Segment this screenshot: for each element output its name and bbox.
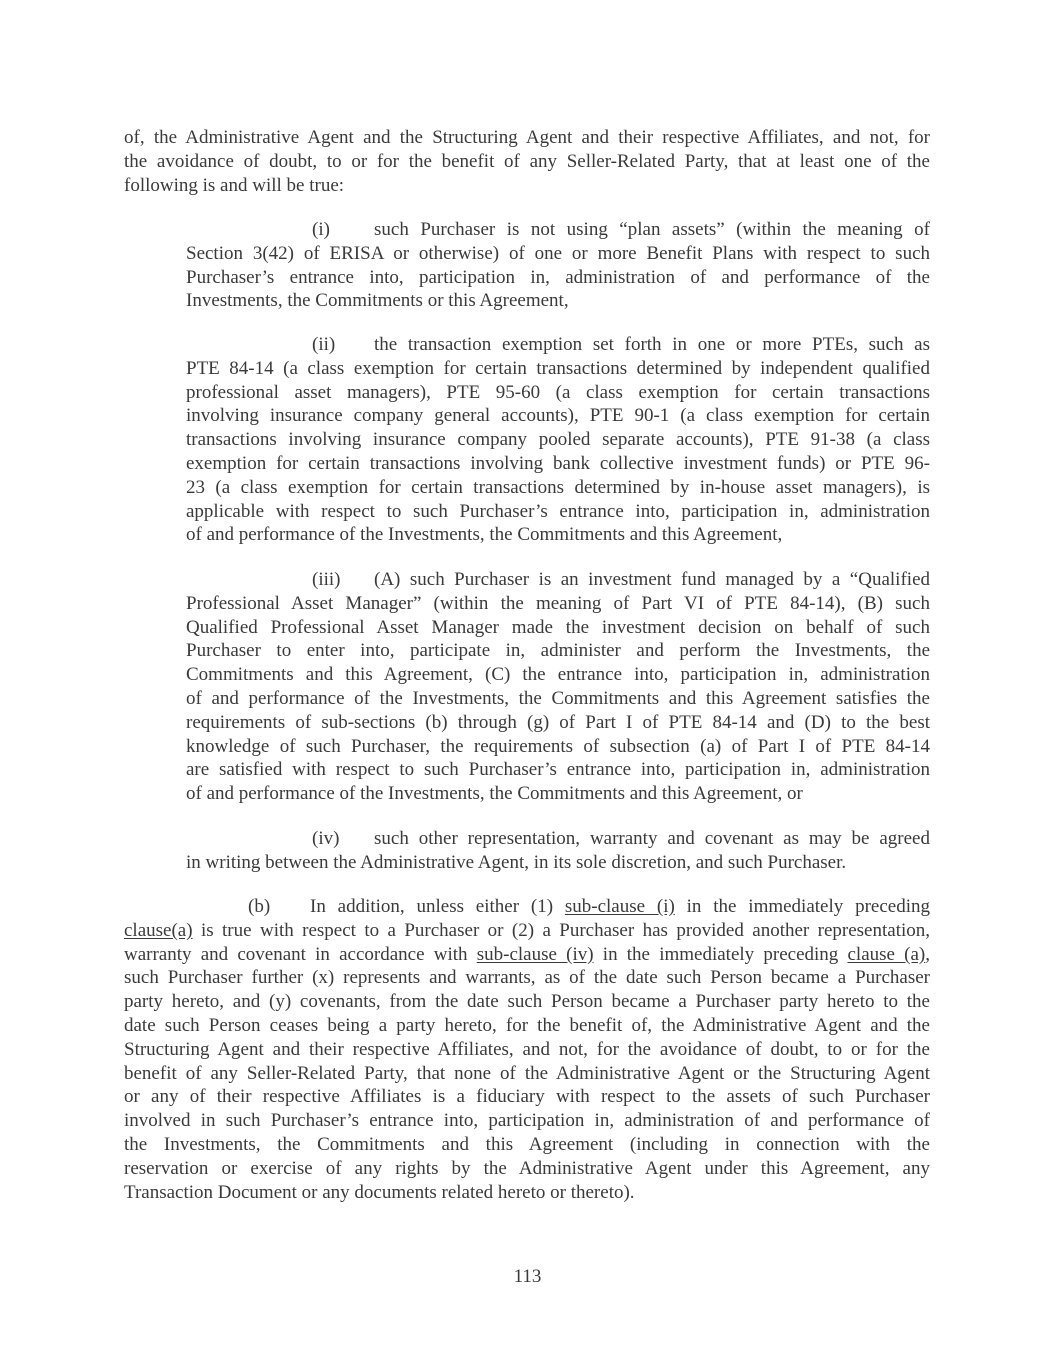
clause-text: warranty and covenant in accordance with [124,943,477,965]
clause-text: such other representation, warranty and covenant as may be agreed [374,828,930,849]
text-line: following is and will be true: [124,174,345,196]
text-line: are satisfied with respect to such Purchaser’s entrance into, participation in, administration [186,759,930,781]
text-line [186,827,930,851]
clause-i [186,218,930,313]
page-number: 113 [513,1266,542,1287]
clause-b [124,895,930,1204]
cross-reference-link[interactable]: clause(a) [124,919,193,941]
clause-text: in the immediately preceding [593,943,848,965]
text-line: benefit of any Seller-Related Party, that none of the Administrative Agent or the Structuring Agent [124,1062,930,1084]
text-line: date such Person ceases being a party hereto, for the benefit of, the Administrative Agent and the [124,1014,930,1036]
text-line [124,895,930,919]
clause-number: (i) [312,219,330,240]
cross-reference-link[interactable]: sub-clause (iv) [476,943,594,965]
text-line: Qualified Professional Asset Manager made the investment decision on behalf of such [186,616,930,638]
text-line: in writing between the Administrative Agent, in its sole discretion, and such Purchaser. [186,851,847,873]
cross-reference-link[interactable]: sub-clause (i) [564,896,675,917]
text-line: Professional Asset Manager” (within the meaning of Part VI of PTE 84-14), (B) such [186,592,930,614]
text-line: Investments, the Commitments or this Agreement, [186,290,569,312]
text-line: the Investments, the Commitments and this Agreement (including in connection with the [124,1133,930,1155]
text-line: Transaction Document or any documents related hereto or thereto). [124,1181,635,1203]
text-line: of and performance of the Investments, the Commitments and this Agreement, or [186,783,803,805]
intro-paragraph [124,126,930,197]
text-line: knowledge of such Purchaser, the requirements of subsection (a) of Part I of PTE 84-14 [186,735,930,757]
clause-number: (iii) [312,569,341,590]
clause-text: such Purchaser is not using “plan assets” (within the meaning of [374,219,930,240]
clause-iii [186,568,930,806]
text-line: party hereto, and (y) covenants, from the date such Person became a Purchaser party hereto to the [124,991,930,1013]
text-line: professional asset managers), PTE 95-60 (a class exemption for certain transactions [186,381,930,403]
text-line [186,218,930,242]
text-line: the avoidance of doubt, to or for the benefit of any Seller-Related Party, that at least one of the [124,150,930,172]
text-line: Purchaser to enter into, participate in, administer and perform the Investments, the [186,640,930,662]
text-line: Structuring Agent and their respective Affiliates, and not, for the avoidance of doubt, to or for the [124,1038,930,1060]
clause-text: in the immediately preceding [674,896,930,917]
text-line: or any of their respective Affiliates is a fiduciary with respect to the assets of such Purchaser [124,1086,930,1108]
text-line: exemption for certain transactions involving bank collective investment funds) or PTE 96- [186,452,930,474]
clause-text: (A) such Purchaser is an investment fund managed by a “Qualified [374,569,930,590]
clause-ii [186,333,930,547]
text-line: 23 (a class exemption for certain transactions determined by in-house asset managers), is [186,476,930,498]
text-line: requirements of sub-sections (b) through (g) of Part I of PTE 84-14 and (D) to the best [186,711,930,733]
cross-reference-link[interactable]: clause (a) [847,943,926,965]
text-line: of and performance of the Investments, the Commitments and this Agreement satisfies the [186,687,930,709]
text-line: involving insurance company general accounts), PTE 90-1 (a class exemption for certain [186,405,930,427]
text-line [186,568,930,592]
text-line: involved in such Purchaser’s entrance into, participation in, administration of and performance of [124,1110,930,1132]
text-line: Section 3(42) of ERISA or otherwise) of one or more Benefit Plans with respect to such [186,242,930,264]
clause-text: is true with respect to a Purchaser or (2) a Purchaser has provided another representation, [192,919,930,941]
clause-number: (iv) [312,828,340,849]
clause-text: the transaction exemption set forth in one or more PTEs, such as [374,334,930,355]
text-line [124,919,930,943]
text-line: of, the Administrative Agent and the Structuring Agent and their respective Affiliates, and not, for [124,127,930,148]
clause-number: (b) [248,896,271,917]
clause-text: , [925,943,930,965]
text-line: Purchaser’s entrance into, participation in, administration of and performance of the [186,266,930,288]
clause-number: (ii) [312,334,336,355]
text-line: transactions involving insurance company pooled separate accounts), PTE 91-38 (a class [186,429,930,451]
clause-iv [186,827,930,875]
text-line: Commitments and this Agreement, (C) the entrance into, participation in, administration [186,664,930,686]
text-line: reservation or exercise of any rights by the Administrative Agent under this Agreement, any [124,1157,930,1179]
text-line [186,333,930,357]
clause-text: In addition, unless either (1) [310,896,565,917]
text-line [124,943,930,967]
text-line: PTE 84-14 (a class exemption for certain transactions determined by independent qualified [186,357,930,379]
text-line: of and performance of the Investments, the Commitments and this Agreement, [186,524,783,546]
text-line: such Purchaser further (x) represents and warrants, as of the date such Person became a Purchaser [124,967,930,989]
text-line: applicable with respect to such Purchaser’s entrance into, participation in, administration [186,500,930,522]
